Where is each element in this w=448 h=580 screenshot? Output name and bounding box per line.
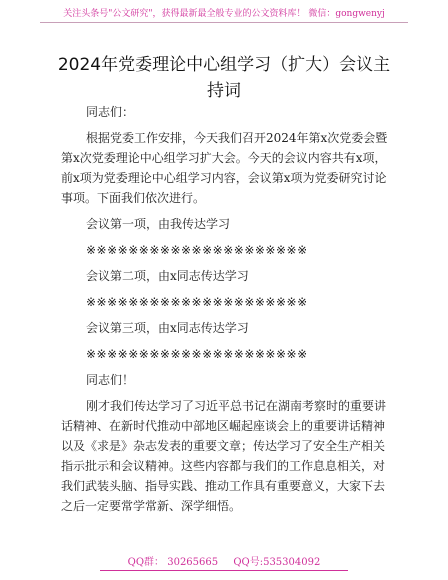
footer-qq: QQ号:535304092 (233, 557, 321, 568)
agenda-item-3: 会议第三项，由x同志传达学习 (86, 321, 249, 335)
separator-stars-1: ※※※※※※※※※※※※※※※※※※※※※ (86, 243, 308, 257)
separator-stars-2: ※※※※※※※※※※※※※※※※※※※※※ (86, 295, 308, 309)
greeting: 同志们： (86, 105, 135, 119)
paragraph: 根据党委工作安排，今天我们召开2024年第x次党委会暨第x次党委理论中心组学习扩大会。今天的会议内容共有x项，前x项为党委理论中心组学习内容，会议第x项为党委研究讨论事项。下面我们依次进行。 (61, 131, 388, 205)
header-notice: 关注头条号"公文研究"，获得最新最全般专业的公文资料库！ 微信：gongwenyj (63, 9, 385, 19)
footer-qq-group: QQ群： 30265665 (127, 557, 219, 568)
paragraph: 刚才我们传达学习了习近平总书记在湖南考察时的重要讲话精神、在新时代推动中部地区崛起座谈会上的重要讲话精神以及《求是》杂志发表的重要文章；传达学习了安全生产相关指示批示和会议精神。这些内容都与我们的工作息息相关，对我们武装头脑、指导实践、推动工作具有重要意义，大家下去之后一定要常学常新、深学细悟。 (61, 399, 387, 513)
footer-contact (0, 553, 448, 568)
agenda-item-2: 会议第二项，由x同志传达学习 (86, 269, 249, 283)
greeting: 同志们！ (86, 373, 135, 387)
document-title: 2024年党委理论中心组学习（扩大）会议主持词 (57, 55, 391, 101)
separator-stars-3: ※※※※※※※※※※※※※※※※※※※※※ (86, 347, 308, 361)
footer-rule (100, 570, 348, 571)
document-body (61, 102, 392, 516)
header-rule (40, 22, 408, 23)
agenda-item-1: 会议第一项，由我传达学习 (86, 217, 231, 231)
